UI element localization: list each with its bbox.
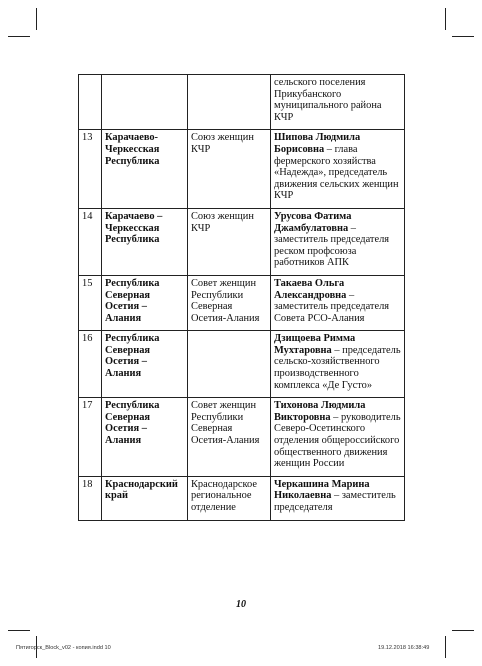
person-cell [271, 331, 405, 398]
row-number [79, 75, 102, 130]
person-cell [271, 75, 405, 130]
table-row [79, 130, 405, 209]
print-slug-file: Пятигорск_Block_v02 - копия.indd 10 [16, 645, 111, 651]
region-cell: Карачаево – Черкесская Республика [102, 208, 188, 275]
table-row [79, 275, 405, 330]
crop-mark [8, 630, 30, 631]
crop-mark [452, 36, 474, 37]
organization-cell [188, 75, 271, 130]
row-number: 15 [79, 275, 102, 330]
person-cell [271, 130, 405, 209]
organization-cell: Совет женщин Республики Северная Осетия-Алания [188, 398, 271, 477]
region-cell: Краснодарский край [102, 476, 188, 520]
row-number: 16 [79, 331, 102, 398]
person-description: – глава фермерского хозяйства «Надежда», председатель движения сельских женщин КЧР [274, 143, 399, 202]
person-description: – заместитель председателя реском профсоюза работников АПК [274, 222, 390, 269]
crop-mark [445, 8, 446, 30]
region-cell: Карачаево-Черкесская Республика [102, 130, 188, 209]
organization-cell: Союз женщин КЧР [188, 130, 271, 209]
crop-mark [452, 630, 474, 631]
person-name: Шипова Людмила Борисовна [274, 132, 361, 155]
row-number: 14 [79, 208, 102, 275]
row-number: 13 [79, 130, 102, 209]
person-name: Урусова Фатима Джамбулатовна [274, 210, 352, 234]
region-cell: Республика Северная Осетия – Алания [102, 331, 188, 398]
region-cell: Республика Северная Осетия – Алания [102, 275, 188, 330]
person-description: – руководитель Северо-Осетинского отделения общероссийского общественного движения женщин России [274, 411, 401, 470]
person-name: Дзищоева Римма Мухтаровна [274, 333, 356, 356]
person-cell [271, 476, 405, 520]
organization-cell: Союз женщин КЧР [188, 208, 271, 275]
crop-mark [445, 636, 446, 658]
organization-cell: Совет женщин Республики Северная Осетия-Алания [188, 275, 271, 330]
table-row [79, 75, 405, 130]
region-cell: Республика Северная Осетия – Алания [102, 398, 188, 477]
organization-cell: Краснодарское региональное отделение [188, 476, 271, 520]
row-number: 18 [79, 476, 102, 520]
crop-mark [36, 8, 37, 30]
region-cell [102, 75, 188, 130]
person-name: Такаева Ольга Александровна [274, 277, 347, 301]
page-number: 10 [236, 599, 246, 610]
organization-cell [188, 331, 271, 398]
person-name: Тихонова Людмила Викторовна [274, 400, 366, 423]
person-description: – заместитель председателя Совета РСО-Алания [274, 289, 390, 324]
person-cell [271, 398, 405, 477]
person-name: Черкашина Марина Николаевна [274, 478, 370, 502]
person-description: сельского поселения Прикубанского муниципального района КЧР [274, 77, 382, 123]
crop-mark [8, 36, 30, 37]
person-description: – председатель сельско-хозяйственного производственного комплекса «Де Густо» [274, 344, 401, 391]
table-row [79, 398, 405, 477]
table-row [79, 331, 405, 398]
row-number: 17 [79, 398, 102, 477]
person-cell [271, 208, 405, 275]
person-description: – заместитель председателя [274, 490, 396, 513]
delegates-table [78, 74, 405, 521]
person-cell [271, 275, 405, 330]
table-row [79, 476, 405, 520]
print-slug-date: 19.12.2018 16:38:49 [378, 645, 430, 651]
table-row [79, 208, 405, 275]
